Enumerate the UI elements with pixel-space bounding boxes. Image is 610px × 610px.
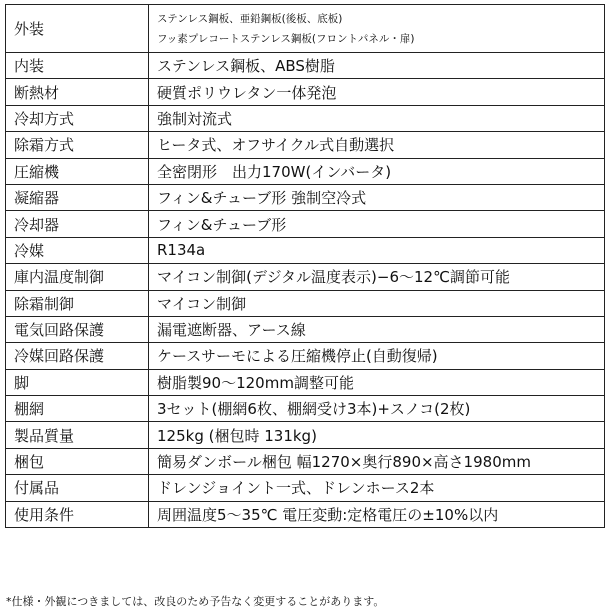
spec-value (149, 448, 605, 474)
spec-label: 冷媒回路保護 (6, 343, 149, 369)
spec-value-line: 簡易ダンボール梱包 幅1270×奥行890×高さ1980mm (157, 453, 531, 472)
spec-value-line: ヒータ式、オフサイクル式自動選択 (157, 136, 395, 155)
spec-table-body (6, 5, 605, 528)
spec-value (149, 237, 605, 263)
spec-label: 凝縮器 (6, 184, 149, 210)
spec-row (6, 237, 605, 263)
spec-label: 製品質量 (6, 422, 149, 448)
spec-row (6, 369, 605, 395)
spec-value (149, 132, 605, 158)
spec-value-line: 全密閉形 出力170W(インバータ) (157, 162, 392, 181)
spec-value (149, 79, 605, 105)
spec-value-line: マイコン制御(デジタル温度表示)−6〜12℃調節可能 (157, 268, 510, 287)
spec-value (149, 343, 605, 369)
spec-value-line: 漏電遮断器、アース線 (157, 321, 306, 340)
spec-label: 冷媒 (6, 237, 149, 263)
spec-label: 冷却方式 (6, 105, 149, 131)
spec-row (6, 343, 605, 369)
spec-value (149, 211, 605, 237)
spec-value-line: 硬質ポリウレタン一体発泡 (157, 83, 337, 102)
spec-label: 庫内温度制御 (6, 264, 149, 290)
spec-label: 棚網 (6, 396, 149, 422)
spec-row (6, 264, 605, 290)
spec-value (149, 422, 605, 448)
spec-label: 除霜方式 (6, 132, 149, 158)
spec-value (149, 396, 605, 422)
spec-value-line: 樹脂製90〜120mm調整可能 (157, 373, 354, 392)
spec-value-line: ドレンジョイント一式、ドレンホース2本 (157, 479, 435, 498)
spec-label: 圧縮機 (6, 158, 149, 184)
spec-value-line: ステンレス鋼板、ABS樹脂 (157, 57, 335, 76)
spec-label: 脚 (6, 369, 149, 395)
spec-value (149, 264, 605, 290)
spec-row (6, 132, 605, 158)
spec-value (149, 5, 605, 53)
spec-row (6, 501, 605, 527)
spec-value (149, 105, 605, 131)
spec-row (6, 290, 605, 316)
spec-label: 付属品 (6, 475, 149, 501)
spec-value-line: フィン&チューブ形 (157, 215, 287, 234)
spec-value (149, 158, 605, 184)
spec-value-line: フッ素プレコートステンレス鋼板(フロントパネル・扉) (157, 32, 415, 45)
spec-label: 除霜制御 (6, 290, 149, 316)
spec-label: 断熱材 (6, 79, 149, 105)
footnote: *仕様・外観につきましては、改良のため予告なく変更することがあります。 (6, 595, 385, 608)
spec-value-line: R134a (157, 241, 206, 260)
spec-row (6, 475, 605, 501)
spec-row (6, 396, 605, 422)
spec-value (149, 501, 605, 527)
spec-row (6, 5, 605, 53)
spec-label: 電気回路保護 (6, 316, 149, 342)
spec-label: 外装 (6, 5, 149, 53)
spec-value-line: 周囲温度5〜35℃ 電圧変動:定格電圧の±10%以内 (157, 505, 499, 524)
spec-value (149, 184, 605, 210)
spec-value (149, 316, 605, 342)
spec-value (149, 475, 605, 501)
spec-value-line: 3セット(棚網6枚、棚網受け3本)+スノコ(2枚) (157, 400, 471, 419)
spec-label: 内装 (6, 53, 149, 79)
spec-value-line: ステンレス鋼板、亜鉛鋼板(後板、底板) (157, 12, 343, 25)
spec-value (149, 369, 605, 395)
spec-row (6, 211, 605, 237)
spec-value-line: ケースサーモによる圧縮機停止(自動復帰) (157, 347, 438, 366)
spec-row (6, 422, 605, 448)
spec-value-line: 125kg (梱包時 131kg) (157, 426, 317, 445)
spec-row (6, 316, 605, 342)
spec-row (6, 105, 605, 131)
spec-value-line: 強制対流式 (157, 109, 233, 128)
spec-row (6, 53, 605, 79)
spec-row (6, 184, 605, 210)
spec-row (6, 79, 605, 105)
spec-value-line: フィン&チューブ形 強制空冷式 (157, 189, 367, 208)
spec-row (6, 158, 605, 184)
spec-label: 使用条件 (6, 501, 149, 527)
spec-table (5, 4, 605, 528)
spec-value (149, 53, 605, 79)
spec-value (149, 290, 605, 316)
spec-label: 梱包 (6, 448, 149, 474)
spec-value-line: マイコン制御 (157, 294, 247, 313)
spec-row (6, 448, 605, 474)
spec-label: 冷却器 (6, 211, 149, 237)
